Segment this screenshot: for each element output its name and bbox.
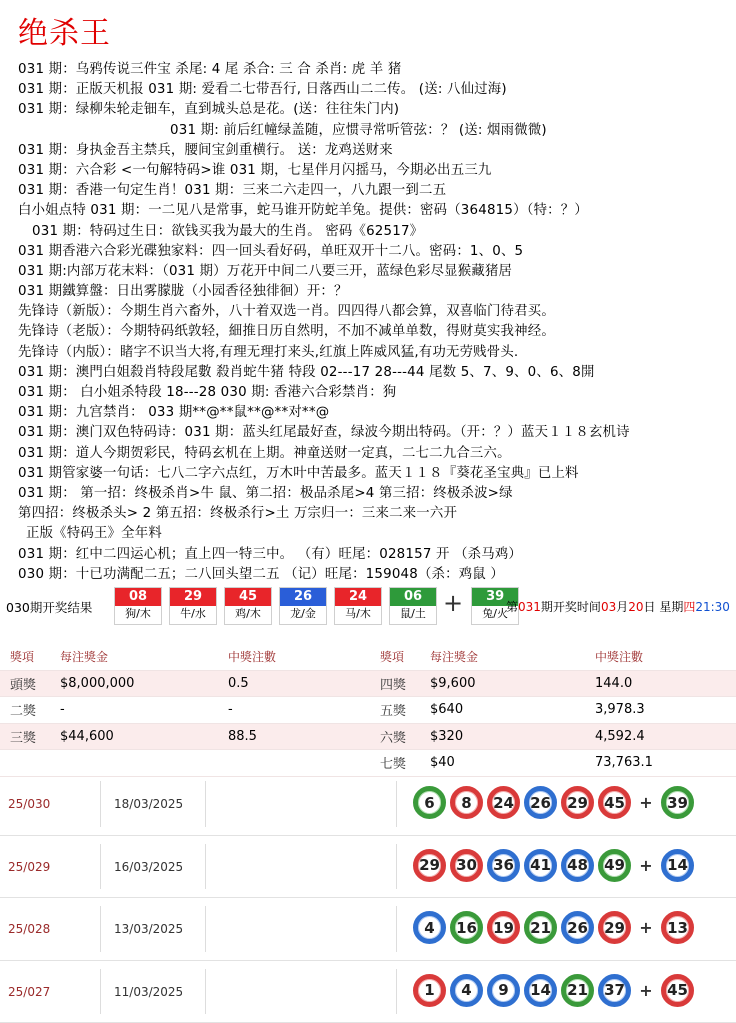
- draw-ball-zodiac: 狗/木: [115, 606, 161, 622]
- prediction-line: 031 期：特码过生日：欲钱买我为最大的生肖。 密码《62517》: [0, 222, 736, 242]
- prediction-line: 第四招：终极杀头> 2 第五招：终极杀行>土 万宗归一：三来二来一六开: [0, 504, 736, 524]
- prediction-line: 030 期：十已功满配二五；二八回头望二五 （记）旺尾：159048（杀：鸡鼠 ）: [0, 565, 736, 585]
- header-prize-amount: 每注獎金: [60, 644, 228, 670]
- lottery-ball: 26: [561, 911, 594, 944]
- plus-sign: +: [443, 591, 463, 615]
- prize-table: [0, 644, 736, 777]
- page-title: 绝杀王: [18, 8, 111, 52]
- prize-cell: 0.5: [228, 670, 368, 697]
- prediction-line: 先锋诗（新版）：今期生肖六畜外，八十着双选一肖。四四得八都会算，双喜临门待君买。: [0, 302, 736, 322]
- special-lottery-ball: 14: [661, 849, 694, 882]
- draw-ball: [169, 587, 217, 625]
- prize-cell: -: [228, 697, 368, 724]
- column-divider: [100, 906, 101, 952]
- prize-cell: $8,000,000: [60, 670, 228, 697]
- prize-cell: 88.5: [228, 723, 368, 750]
- draw-ball: [279, 587, 327, 625]
- lottery-ball: 49: [598, 849, 631, 882]
- lottery-ball: 30: [450, 849, 483, 882]
- history-date: 13/03/2025: [114, 922, 183, 936]
- lottery-ball: 41: [524, 849, 557, 882]
- prize-row: [0, 697, 736, 724]
- prediction-line: 先锋诗（老版）：今期特码纸敦轻，細推日历自然明，不加不减单单数，得财莫实我神经。: [0, 322, 736, 342]
- prize-cell: 二獎: [0, 697, 60, 724]
- column-divider: [205, 781, 206, 827]
- column-divider: [396, 906, 397, 952]
- history-balls: [413, 974, 698, 1007]
- history-row: [0, 773, 736, 836]
- lottery-ball: 29: [598, 911, 631, 944]
- draw-ball-number: 08: [115, 588, 161, 606]
- special-lottery-ball: 39: [661, 786, 694, 819]
- special-lottery-ball: 45: [661, 974, 694, 1007]
- draw-ball: [334, 587, 382, 625]
- lottery-ball: 45: [598, 786, 631, 819]
- prize-cell: $320: [430, 723, 595, 750]
- header-prize-tier: 獎項: [0, 644, 60, 670]
- prediction-line: 031 期：红中二四运心机；直上四一特三中。 （有）旺尾：028157 开 （杀马鸡）: [0, 545, 736, 565]
- draw-ball-zodiac: 马/木: [335, 606, 381, 622]
- prize-cell: 4,592.4: [595, 723, 736, 750]
- column-divider: [396, 781, 397, 827]
- prize-cell: 三獎: [0, 723, 60, 750]
- prediction-line: 031 期：九宫禁肖： 033 期**@**鼠**@**对**@: [0, 403, 736, 423]
- prediction-line: 031 期:内部万花末料：（031 期）万花开中间二八要三开，蓝绿色彩尽显猴藏猪居: [0, 262, 736, 282]
- prediction-line: 031 期：香港一句定生肖！031 期：三来二六走四一，八九跟一到二五: [0, 181, 736, 201]
- history-period: 25/027: [8, 985, 50, 999]
- prediction-line: 031 期：六合彩 <一句解特码>谁 031 期，七星伴月闪摇马，今期必出五三九: [0, 161, 736, 181]
- header-winners: 中獎注數: [228, 644, 368, 670]
- prediction-line: 031 期：绿柳朱轮走钿车，直到城头总是花。(送：往往朱门内): [0, 100, 736, 120]
- history-period: 25/030: [8, 797, 50, 811]
- plus-sign: +: [635, 793, 657, 812]
- draw-balls: [114, 587, 526, 625]
- prediction-line: 031 期：正版天机报 031 期: 爱看二七带吾行, 日落西山二二传。 (送: 八仙过海): [0, 80, 736, 100]
- prize-cell: 頭獎: [0, 670, 60, 697]
- lottery-ball: 4: [413, 911, 446, 944]
- lottery-ball: 24: [487, 786, 520, 819]
- lottery-ball: 4: [450, 974, 483, 1007]
- lottery-ball: 37: [598, 974, 631, 1007]
- lottery-ball: 36: [487, 849, 520, 882]
- lottery-ball: 21: [561, 974, 594, 1007]
- prize-cell: 四獎: [368, 670, 430, 697]
- prize-cell: 3,978.3: [595, 697, 736, 724]
- history-results: [0, 773, 736, 1023]
- prediction-line: 031 期：澳門白姐殺肖特段尾數 殺肖蛇牛猪 特段 02---17 28---44 尾数 5、7、9、0、6、8開: [0, 363, 736, 383]
- header-prize-amount-2: 每注獎金: [430, 644, 595, 670]
- prediction-line: 031 期： 白小姐杀特段 18---28 030 期: 香港六合彩禁肖：狗: [0, 383, 736, 403]
- draw-ball-number: 24: [335, 588, 381, 606]
- history-date: 18/03/2025: [114, 797, 183, 811]
- prediction-line: 031 期：道人今期贺彩民，特码玄机在上期。神童送财一定真，二七二九合三六。: [0, 444, 736, 464]
- prize-cell: $9,600: [430, 670, 595, 697]
- header-winners-2: 中獎注數: [595, 644, 736, 670]
- column-divider: [100, 781, 101, 827]
- prediction-line: 031 期管家婆一句话：七八二字六点红，万木叶中苦最多。蓝天１１８『葵花圣宝典』已上料: [0, 464, 736, 484]
- plus-sign: +: [635, 981, 657, 1000]
- draw-ball-zodiac: 龙/金: [280, 606, 326, 622]
- lottery-ball: 29: [561, 786, 594, 819]
- prize-cell: 七獎: [368, 750, 430, 777]
- prize-cell: $44,600: [60, 723, 228, 750]
- lottery-ball: 1: [413, 974, 446, 1007]
- prize-cell: 五獎: [368, 697, 430, 724]
- history-period: 25/029: [8, 860, 50, 874]
- prediction-text-list: [0, 60, 736, 585]
- plus-sign: +: [635, 856, 657, 875]
- draw-ball-number: 26: [280, 588, 326, 606]
- prize-row: [0, 723, 736, 750]
- prize-cell: 144.0: [595, 670, 736, 697]
- column-divider: [205, 969, 206, 1015]
- history-period: 25/028: [8, 922, 50, 936]
- history-date: 16/03/2025: [114, 860, 183, 874]
- draw-ball: [114, 587, 162, 625]
- prediction-line: 先锋诗（内版）：睹字不识当大将,有理无理打来头,红旗上阵威风猛,有功无劳贱骨头.: [0, 343, 736, 363]
- prize-table-header: [0, 644, 736, 670]
- history-balls: [413, 911, 698, 944]
- header-prize-tier-2: 獎項: [368, 644, 430, 670]
- draw-ball-zodiac: 兔/火: [472, 606, 518, 622]
- next-draw-info: 第031期开奖时间03月20日 星期四21:30: [506, 598, 730, 615]
- prize-row: [0, 670, 736, 697]
- lottery-ball: 9: [487, 974, 520, 1007]
- prediction-line: 白小姐点特 031 期：一二见八是常事，蛇马谁开防蛇羊兔。提供：密码（364815）（特：？）: [0, 201, 736, 221]
- column-divider: [100, 969, 101, 1015]
- prediction-line: 031 期鐵算盤：日出雾朦胧（小园香径独徘徊）开：？: [0, 282, 736, 302]
- draw-ball-zodiac: 牛/水: [170, 606, 216, 622]
- draw-ball-number: 39: [472, 588, 518, 606]
- draw-ball-zodiac: 鸡/木: [225, 606, 271, 622]
- draw-result-label: 030期开奖结果: [6, 598, 92, 616]
- draw-ball-number: 45: [225, 588, 271, 606]
- prize-cell: 73,763.1: [595, 750, 736, 777]
- prize-cell: $640: [430, 697, 595, 724]
- prediction-line: 031 期：身执金吾主禁兵，腰间宝剑重横行。 送：龙鸡送财来: [0, 141, 736, 161]
- column-divider: [396, 844, 397, 890]
- history-date: 11/03/2025: [114, 985, 183, 999]
- prize-cell: $40: [430, 750, 595, 777]
- lottery-ball: 48: [561, 849, 594, 882]
- column-divider: [205, 844, 206, 890]
- draw-ball-number: 06: [390, 588, 436, 606]
- history-balls: [413, 786, 698, 819]
- prediction-line: 031 期香港六合彩光碟独家料：四一回头看好码，单旺双开十二八。密码：1、0、5: [0, 242, 736, 262]
- lottery-ball: 26: [524, 786, 557, 819]
- lottery-ball: 14: [524, 974, 557, 1007]
- history-row: [0, 836, 736, 899]
- lottery-ball: 16: [450, 911, 483, 944]
- draw-ball: [224, 587, 272, 625]
- draw-ball-zodiac: 鼠/土: [390, 606, 436, 622]
- prediction-line: 031 期： 第一招：终极杀肖>牛 鼠、第二招：极品杀尾>4 第三招：终极杀波>绿: [0, 484, 736, 504]
- prize-cell: 六獎: [368, 723, 430, 750]
- prediction-line: 正版《特码王》全年料: [0, 524, 736, 544]
- draw-ball: [389, 587, 437, 625]
- column-divider: [100, 844, 101, 890]
- lottery-ball: 21: [524, 911, 557, 944]
- lottery-ball: 6: [413, 786, 446, 819]
- prediction-line: 031 期：澳门双色特码诗：031 期：蓝头红尾最好查，绿波今期出特码。（开：？）蓝天１１８玄机诗: [0, 423, 736, 443]
- special-lottery-ball: 13: [661, 911, 694, 944]
- column-divider: [205, 906, 206, 952]
- history-balls: [413, 849, 698, 882]
- prediction-line: 031 期: 前后红幢绿盖随，应惯寻常听管弦：？ (送: 烟雨微微): [0, 121, 736, 141]
- column-divider: [396, 969, 397, 1015]
- prize-cell: -: [60, 697, 228, 724]
- lottery-ball: 8: [450, 786, 483, 819]
- plus-sign: +: [635, 918, 657, 937]
- history-row: [0, 898, 736, 961]
- draw-result-strip: [0, 586, 736, 626]
- history-row: [0, 961, 736, 1023]
- draw-ball-number: 29: [170, 588, 216, 606]
- lottery-ball: 29: [413, 849, 446, 882]
- lottery-ball: 19: [487, 911, 520, 944]
- prediction-line: 031 期：乌鸦传说三件宝 杀尾: 4 尾 杀合: 三 合 杀肖: 虎 羊 猪: [0, 60, 736, 80]
